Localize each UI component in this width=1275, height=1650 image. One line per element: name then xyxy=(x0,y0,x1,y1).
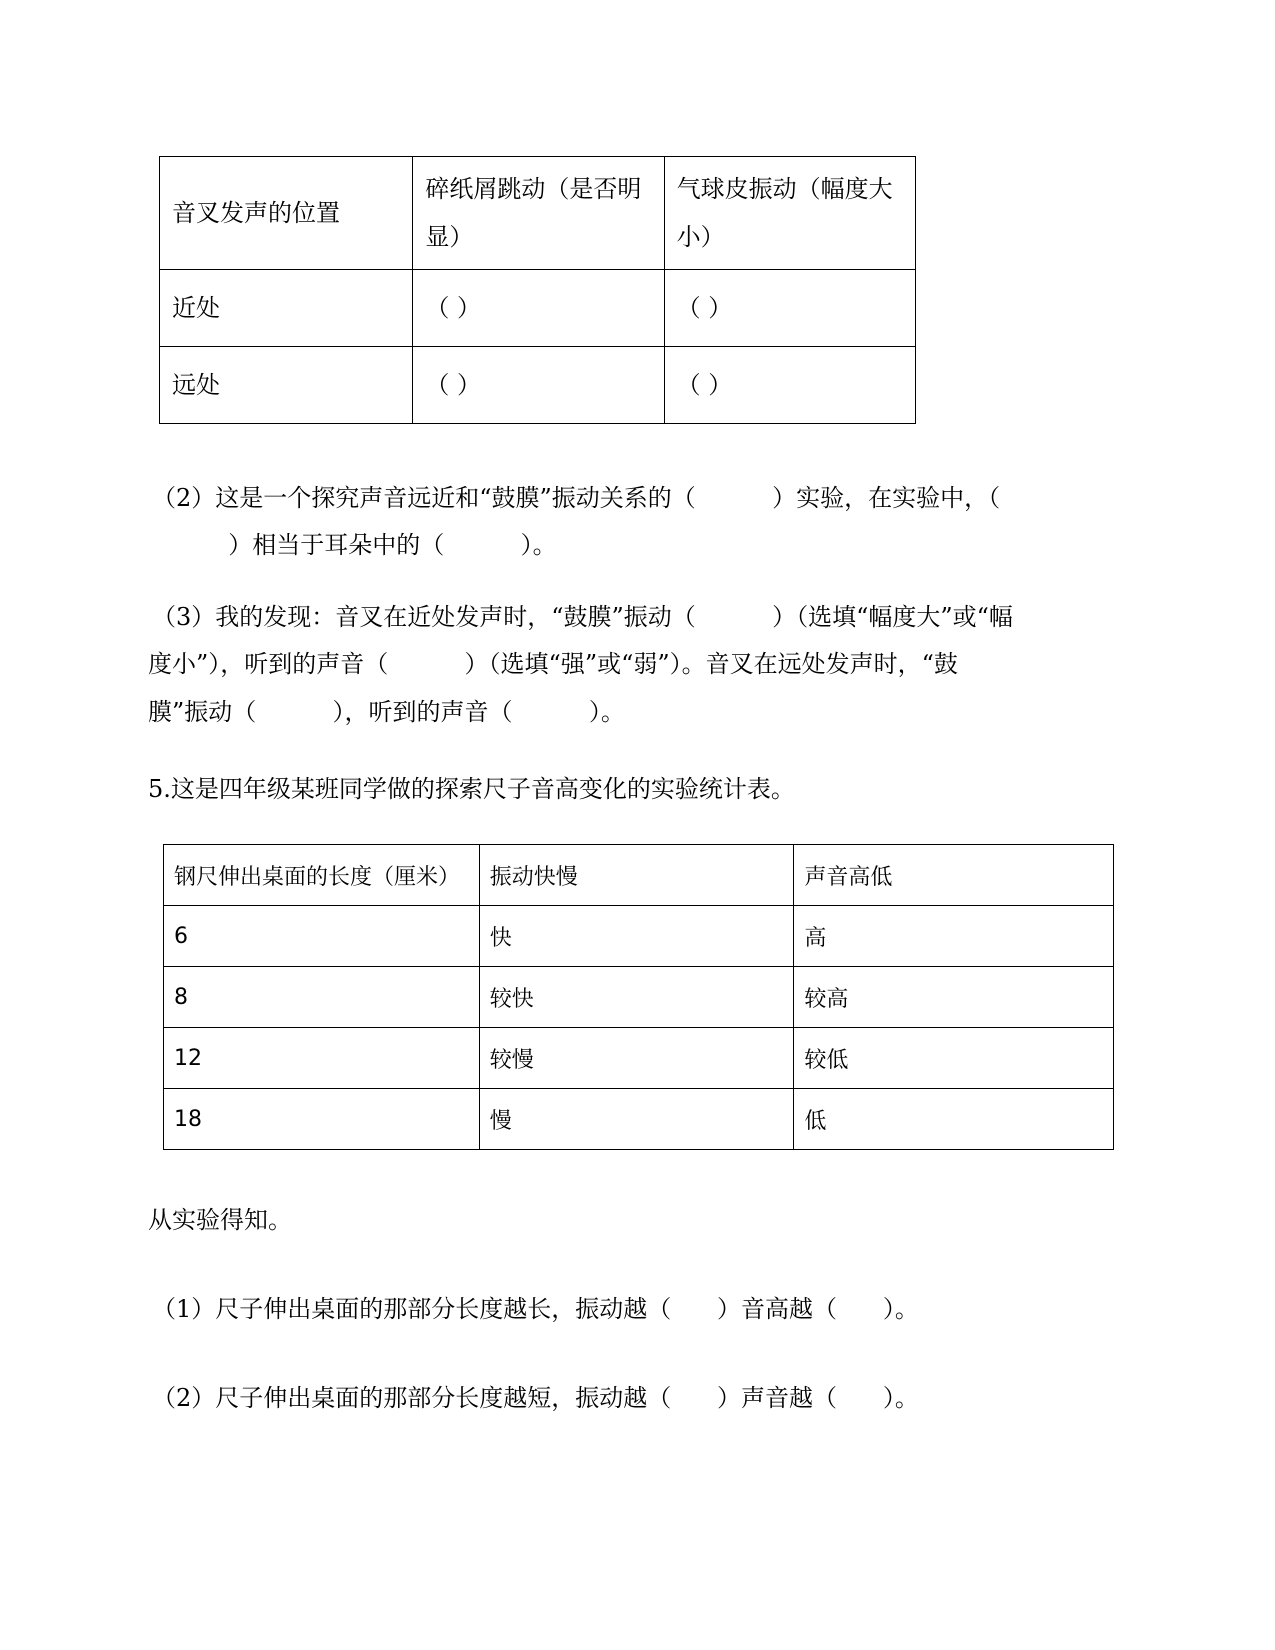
table-header-cell: 碎纸屑跳动（是否明显） xyxy=(413,157,664,270)
table-cell: 18 xyxy=(164,1089,480,1150)
table-cell: 慢 xyxy=(479,1089,794,1150)
table-row xyxy=(164,967,1114,1028)
question-3-line-3: 膜”振动（ ），听到的声音（ ）。 xyxy=(148,698,625,726)
answer-blank[interactable]: （ ） xyxy=(413,347,664,424)
question-5-title: 5.这是四年级某班同学做的探索尺子音高变化的实验统计表。 xyxy=(148,775,795,803)
table-header-row xyxy=(164,845,1114,906)
table-header-cell: 声音高低 xyxy=(794,845,1114,906)
table-cell: 较低 xyxy=(794,1028,1114,1089)
table-cell: 12 xyxy=(164,1028,480,1089)
answer-blank[interactable]: （ ） xyxy=(413,270,664,347)
table-row xyxy=(160,347,916,424)
answer-blank[interactable]: （ ） xyxy=(664,270,915,347)
table-header-cell: 钢尺伸出桌面的长度（厘米） xyxy=(164,845,480,906)
table-header-cell: 气球皮振动（幅度大小） xyxy=(664,157,915,270)
table-cell: 较慢 xyxy=(479,1028,794,1089)
table-row xyxy=(164,906,1114,967)
table-cell: 近处 xyxy=(160,270,413,347)
question-2-line-1: （2）这是一个探究声音远近和“鼓膜”振动关系的（ ）实验，在实验中，（ xyxy=(152,484,1001,512)
table-cell: 8 xyxy=(164,967,480,1028)
table-cell: 低 xyxy=(794,1089,1114,1150)
conclusion-item-2: （2）尺子伸出桌面的那部分长度越短，振动越（ ）声音越（ ）。 xyxy=(152,1384,919,1412)
table-row xyxy=(164,1028,1114,1089)
question-3-line-1: （3）我的发现：音叉在近处发声时，“鼓膜”振动（ ）（选填“幅度大”或“幅 xyxy=(152,603,1013,631)
sound-position-table xyxy=(159,156,916,424)
table-cell: 快 xyxy=(479,906,794,967)
table-header-row xyxy=(160,157,916,270)
table-row xyxy=(164,1089,1114,1150)
table-cell: 高 xyxy=(794,906,1114,967)
answer-blank[interactable]: （ ） xyxy=(664,347,915,424)
conclusion-item-1: （1）尺子伸出桌面的那部分长度越长，振动越（ ）音高越（ ）。 xyxy=(152,1295,919,1323)
ruler-experiment-table xyxy=(163,844,1114,1150)
table-cell: 远处 xyxy=(160,347,413,424)
table-cell: 6 xyxy=(164,906,480,967)
table-header-cell: 振动快慢 xyxy=(479,845,794,906)
table-cell: 较高 xyxy=(794,967,1114,1028)
conclusion-intro: 从实验得知。 xyxy=(148,1206,292,1234)
table-header-cell: 音叉发声的位置 xyxy=(160,157,413,270)
question-2-line-2: ）相当于耳朵中的（ ）。 xyxy=(152,531,557,559)
table-cell: 较快 xyxy=(479,967,794,1028)
question-3-line-2: 度小”），听到的声音（ ）（选填“强”或“弱”）。音叉在远处发声时，“鼓 xyxy=(148,650,958,678)
table-row xyxy=(160,270,916,347)
